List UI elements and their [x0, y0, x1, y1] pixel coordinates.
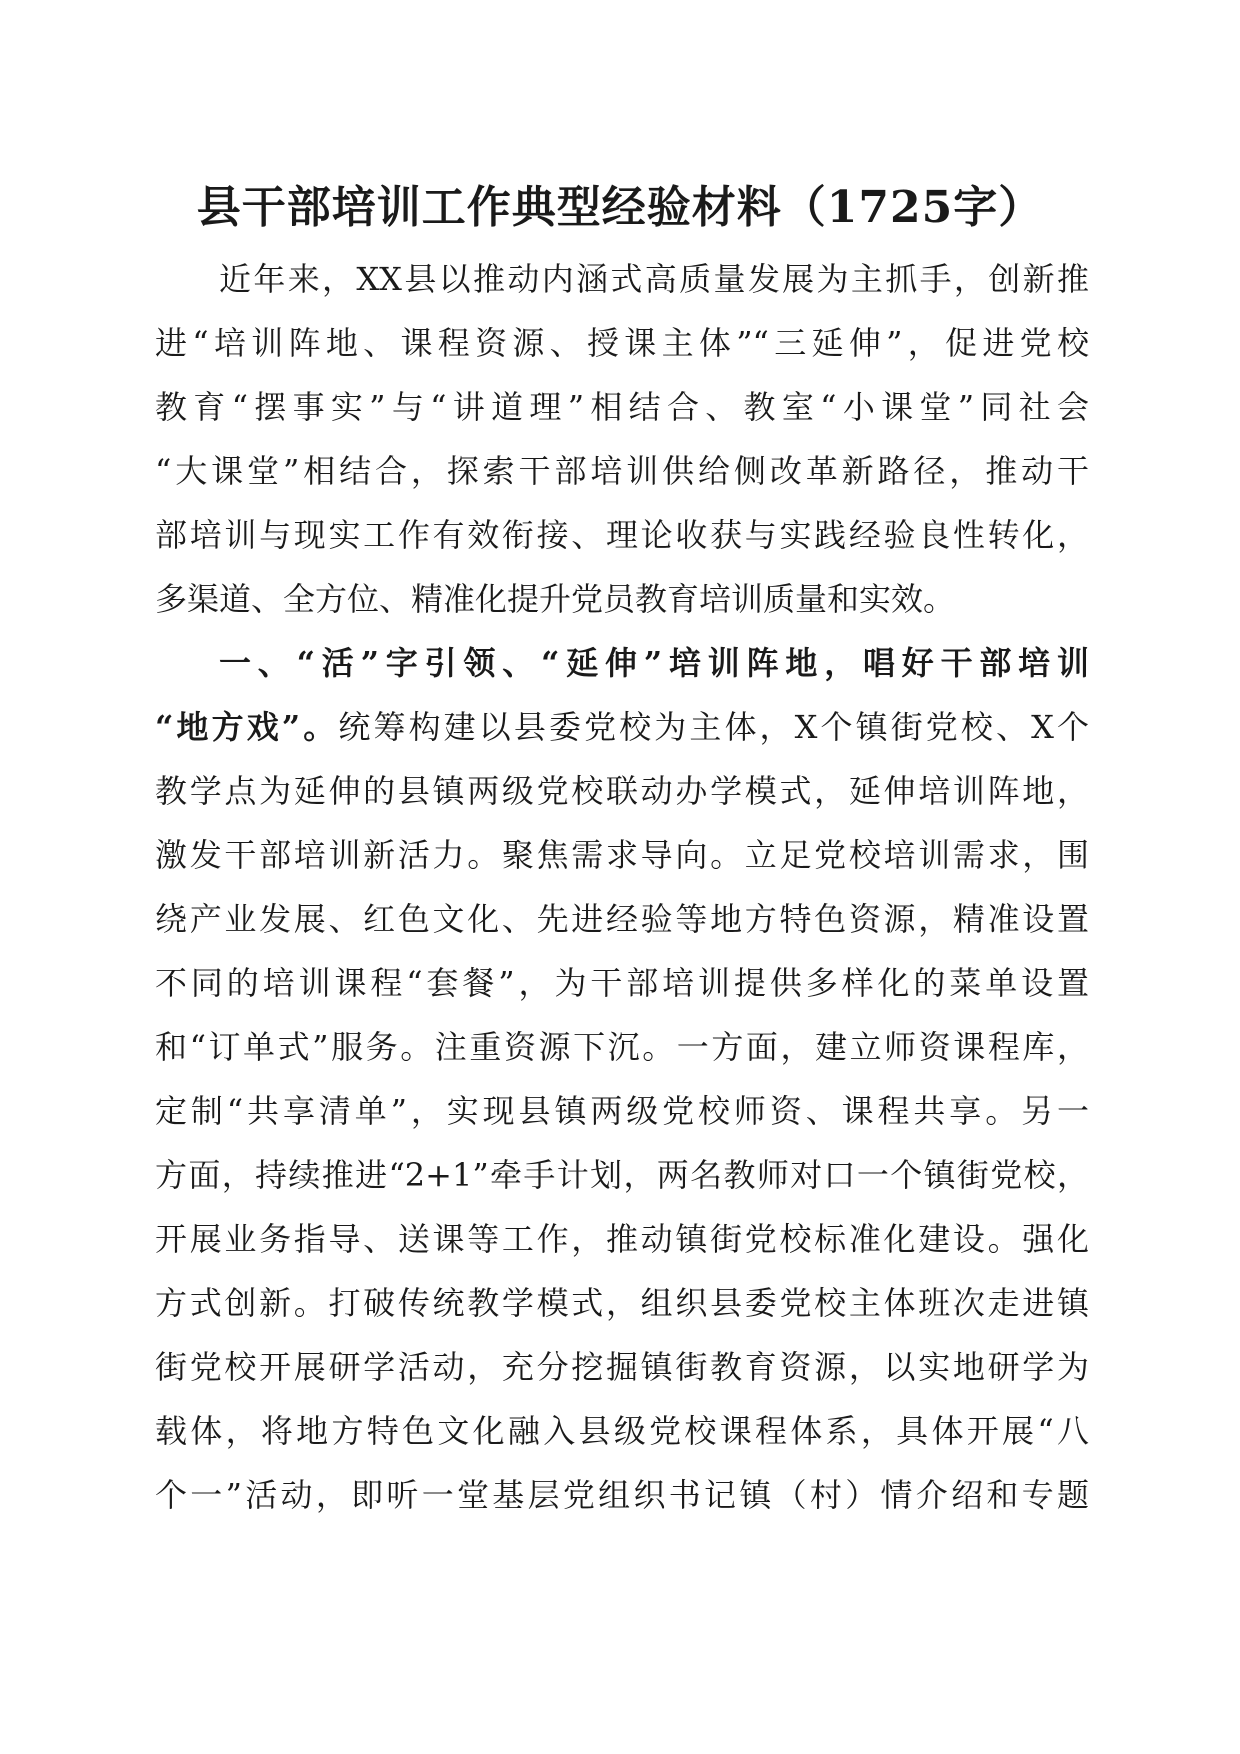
paragraph-line: “大课堂”相结合，探索干部培训供给侧改革新路径，推动干 [155, 452, 1089, 490]
paragraph-line: 教学点为延伸的县镇两级党校联动办学模式，延伸培训阵地， [155, 772, 1089, 810]
paragraph-line: 方式创新。打破传统教学模式，组织县委党校主体班次走进镇 [155, 1284, 1089, 1322]
paragraph-line: 不同的培训课程“套餐”，为干部培训提供多样化的菜单设置 [155, 964, 1089, 1002]
paragraph-line: 多渠道、全方位、精准化提升党员教育培训质量和实效。 [155, 580, 956, 618]
section-heading-tail: “地方戏”。 [155, 708, 339, 746]
section-heading: 一、“活”字引领、“延伸”培训阵地，唱好干部培训 [219, 644, 1089, 682]
paragraph-line: 和“订单式”服务。注重资源下沉。一方面，建立师资课程库， [155, 1028, 1089, 1066]
paragraph-line: 近年来，XX县以推动内涵式高质量发展为主抓手，创新推 [219, 260, 1089, 298]
paragraph-line: 部培训与现实工作有效衔接、理论收获与实践经验良性转化， [155, 516, 1089, 554]
paragraph-line: 方面，持续推进“2+1”牵手计划，两名教师对口一个镇街党校， [155, 1156, 1089, 1194]
paragraph-line: 教育“摆事实”与“讲道理”相结合、教室“小课堂”同社会 [155, 388, 1089, 426]
paragraph-line [155, 695, 1089, 759]
paragraph-line: 街党校开展研学活动，充分挖掘镇街教育资源，以实地研学为 [155, 1348, 1089, 1386]
paragraph-line: 载体，将地方特色文化融入县级党校课程体系，具体开展“八 [155, 1412, 1089, 1450]
paragraph-line: 进“培训阵地、课程资源、授课主体”“三延伸”，促进党校 [155, 324, 1089, 362]
document-body [155, 247, 1089, 1527]
document-title: 县干部培训工作典型经验材料（1725字） [196, 182, 1044, 233]
paragraph-line: 激发干部培训新活力。聚焦需求导向。立足党校培训需求，围 [155, 836, 1089, 874]
paragraph-line: 定制“共享清单”，实现县镇两级党校师资、课程共享。另一 [155, 1092, 1089, 1130]
paragraph-line: 个一”活动，即听一堂基层党组织书记镇（村）情介绍和专题 [155, 1476, 1089, 1514]
paragraph-line: 开展业务指导、送课等工作，推动镇街党校标准化建设。强化 [155, 1220, 1089, 1258]
paragraph-line: 绕产业发展、红色文化、先进经验等地方特色资源，精准设置 [155, 900, 1089, 938]
paragraph-text: 统筹构建以县委党校为主体，X个镇街党校、X个 [338, 708, 1089, 746]
